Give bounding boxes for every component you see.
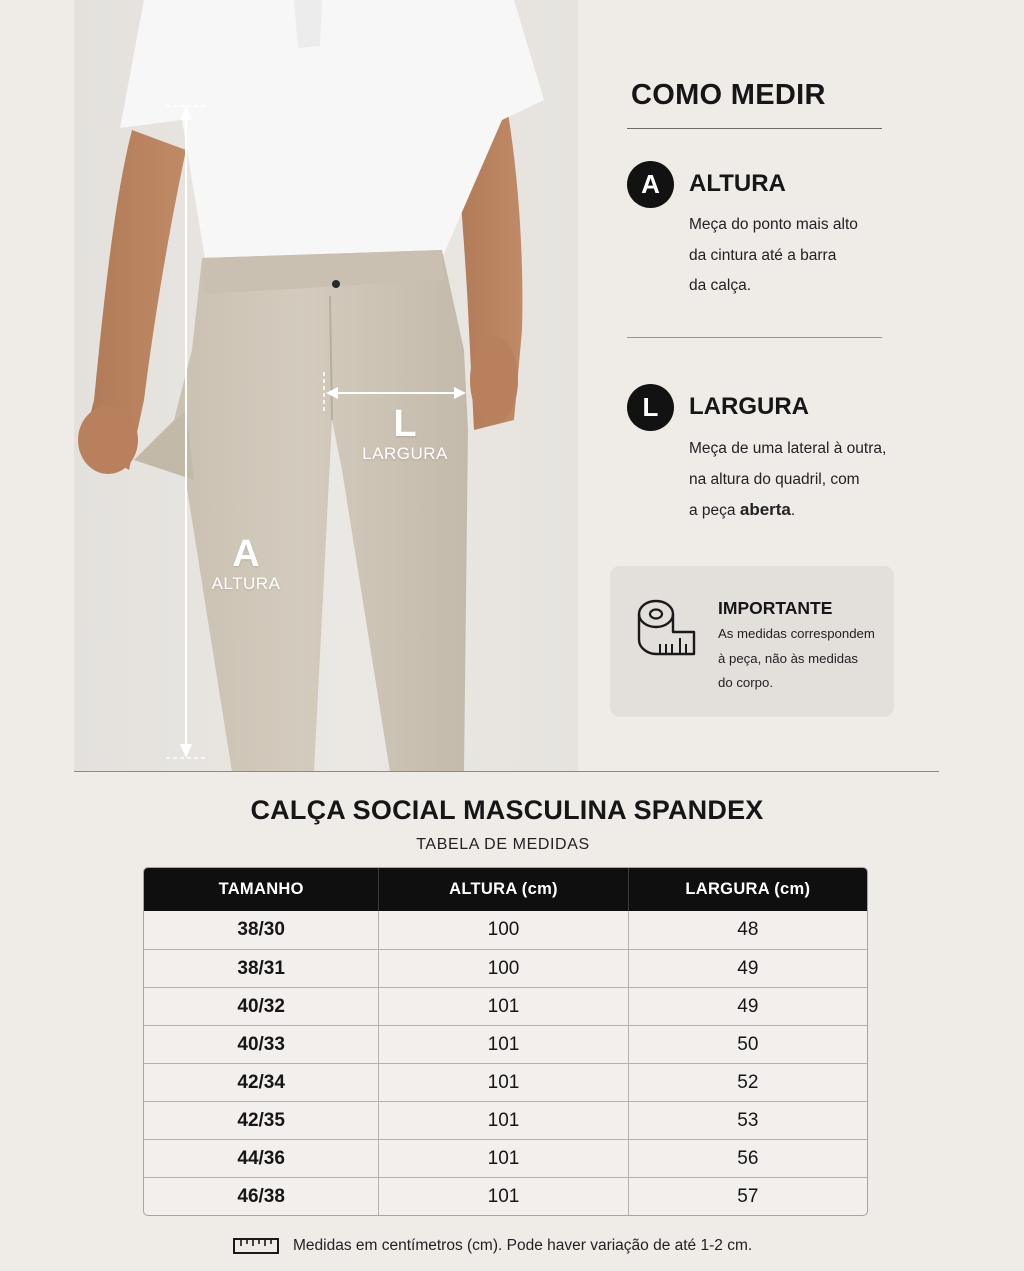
- altura-photo-label: [196, 534, 296, 594]
- product-photo: [74, 0, 578, 772]
- size-cell: 38/30: [237, 919, 285, 940]
- size-cell: 38/31: [237, 957, 285, 979]
- model-illustration: [74, 0, 578, 772]
- size-cell: 40/33: [237, 1033, 285, 1055]
- table-row: [144, 949, 867, 987]
- altura-word: ALTURA: [211, 574, 281, 593]
- column-header-largura: LARGURA (cm): [628, 868, 867, 911]
- footnote-text: Medidas em centímetros (cm). Pode haver variação de até 1-2 cm.: [293, 1237, 753, 1254]
- table-row: [144, 1101, 867, 1139]
- size-cell: 42/34: [237, 1071, 285, 1093]
- table-row: [144, 911, 867, 949]
- column-header-tamanho: TAMANHO: [218, 880, 304, 898]
- important-line: à peça, não às medidas: [718, 650, 859, 666]
- largura-badge: L: [627, 384, 674, 431]
- largura-cell: 49: [628, 988, 867, 1025]
- table-row: [144, 1177, 867, 1215]
- important-text: [718, 622, 888, 696]
- altura-cell: 101: [378, 1178, 627, 1215]
- table-row: [144, 1025, 867, 1063]
- how-to-title: COMO MEDIR: [631, 79, 826, 111]
- altura-cell: 101: [378, 988, 627, 1025]
- size-cell: 44/36: [237, 1147, 285, 1169]
- largura-cell: 53: [628, 1102, 867, 1139]
- table-row: [144, 1063, 867, 1101]
- table-header-row: [144, 868, 867, 911]
- altura-line: Meça do ponto mais alto: [689, 216, 858, 233]
- footnote: [233, 1235, 752, 1257]
- important-line: do corpo.: [718, 675, 773, 690]
- largura-cell: 57: [628, 1178, 867, 1215]
- largura-photo-label: [353, 404, 457, 464]
- size-cell: 46/38: [237, 1185, 285, 1207]
- table-subtitle: TABELA DE MEDIDAS: [416, 836, 590, 853]
- largura-cell: 49: [628, 950, 867, 987]
- column-header-altura: ALTURA (cm): [378, 868, 627, 911]
- largura-cell: 56: [628, 1140, 867, 1177]
- largura-cell: 50: [628, 1026, 867, 1063]
- table-row: [144, 987, 867, 1025]
- largura-letter: L: [393, 403, 417, 445]
- altura-cell: 101: [378, 1064, 627, 1101]
- largura-cell: 52: [628, 1064, 867, 1101]
- largura-emphasis: aberta: [739, 500, 791, 519]
- altura-cell: 101: [378, 1102, 627, 1139]
- altura-line: da cintura até a barra: [689, 246, 837, 264]
- altura-title: ALTURA: [689, 170, 786, 197]
- largura-line: Meça de uma lateral à outra,: [689, 440, 887, 457]
- altura-badge: A: [627, 161, 674, 208]
- largura-word: LARGURA: [362, 444, 448, 463]
- divider-line: [627, 337, 882, 338]
- largura-line-end: .: [790, 502, 796, 519]
- important-line: As medidas correspondem: [718, 626, 875, 641]
- altura-letter: A: [232, 533, 260, 575]
- largura-cell: 48: [628, 911, 867, 949]
- important-title: IMPORTANTE: [718, 598, 833, 618]
- altura-cell: 101: [378, 1026, 627, 1063]
- size-cell: 40/32: [237, 995, 285, 1017]
- altura-description: [689, 210, 904, 302]
- largura-description: [689, 434, 909, 527]
- altura-line: da calça.: [689, 277, 752, 294]
- largura-line-last: [689, 495, 909, 527]
- largura-title: LARGURA: [689, 393, 809, 420]
- table-title: CALÇA SOCIAL MASCULINA SPANDEX: [250, 795, 764, 825]
- size-table: [143, 867, 868, 1216]
- largura-line: na altura do quadril, com: [689, 470, 860, 488]
- altura-cell: 100: [378, 950, 627, 987]
- important-note-box: [610, 566, 894, 717]
- altura-cell: 100: [378, 911, 627, 949]
- divider-line: [627, 128, 882, 129]
- altura-cell: 101: [378, 1140, 627, 1177]
- table-body: [144, 911, 867, 1215]
- section-divider: [74, 771, 939, 772]
- size-cell: 42/35: [237, 1109, 285, 1131]
- measuring-tape-icon: [636, 598, 696, 660]
- ruler-icon: [233, 1238, 279, 1254]
- largura-line: a peça: [689, 502, 740, 519]
- table-row: [144, 1139, 867, 1177]
